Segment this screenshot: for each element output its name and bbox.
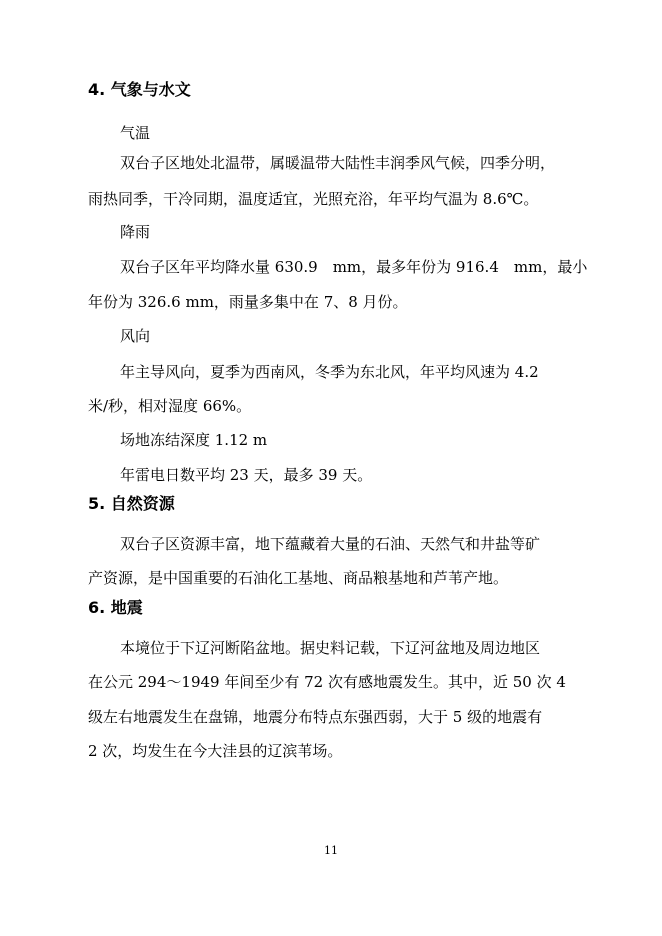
page-number: 11: [324, 844, 338, 857]
subheading-rainfall: 降雨: [120, 223, 151, 241]
paragraph-line: 年份为 326.6 mm，雨量多集中在 7、8 月份。: [88, 293, 408, 311]
paragraph-line: 本境位于下辽河断陷盆地。据史料记载，下辽河盆地及周边地区: [120, 639, 541, 657]
subheading-wind: 风向: [120, 327, 151, 345]
paragraph-line: 双台子区地处北温带，属暖温带大陆性丰润季风气候，四季分明，: [120, 154, 556, 172]
section-heading-climate: 4. 气象与水文: [88, 80, 191, 99]
subheading-temperature: 气温: [120, 124, 151, 142]
paragraph-line: 产资源，是中国重要的石油化工基地、商品粮基地和芦苇产地。: [88, 569, 509, 587]
paragraph-line: 双台子区资源丰富，地下蕴藏着大量的石油、天然气和井盐等矿: [120, 535, 541, 553]
paragraph-line: 在公元 294～1949 年间至少有 72 次有感地震发生。其中，近 50 次 4: [88, 673, 566, 691]
paragraph-line: 雨热同季，干冷同期，温度适宜，光照充浴，年平均气温为 8.6℃。: [88, 190, 539, 208]
frost-depth-line: 场地冻结深度 1.12 m: [120, 431, 268, 449]
section-heading-resources: 5. 自然资源: [88, 494, 175, 513]
section-heading-earthquake: 6. 地震: [88, 598, 143, 617]
paragraph-line: 双台子区年平均降水量 630.9 mm，最多年份为 916.4 mm，最小: [120, 258, 588, 276]
paragraph-line: 2 次，均发生在今大洼县的辽滨苇场。: [88, 742, 343, 760]
thunder-days-line: 年雷电日数平均 23 天，最多 39 天。: [120, 466, 373, 484]
paragraph-line: 米/秒，相对湿度 66%。: [88, 397, 252, 415]
paragraph-line: 级左右地震发生在盘锦，地震分布特点东强西弱，大于 5 级的地震有: [88, 708, 543, 726]
paragraph-line: 年主导风向，夏季为西南风，冬季为东北风，年平均风速为 4.2: [120, 363, 539, 381]
